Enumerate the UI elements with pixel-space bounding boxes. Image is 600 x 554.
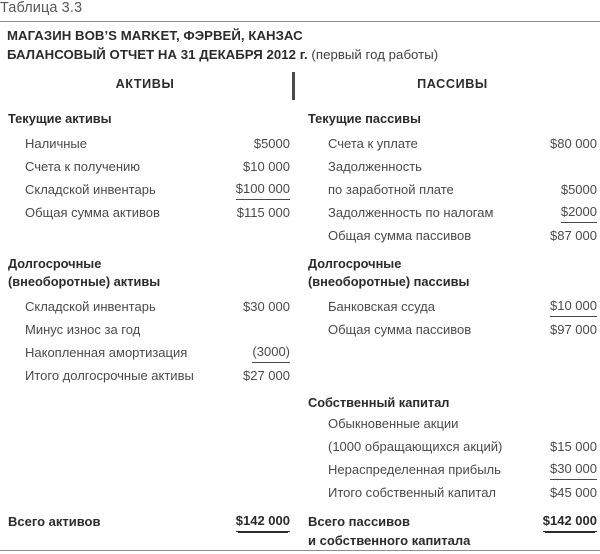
bottom-rule xyxy=(0,550,600,551)
table-row: Общая сумма пассивов $87 000 xyxy=(328,228,597,243)
table-row: (1000 обращающихся акций) $15 000 xyxy=(328,439,597,454)
table-row: Минус износ за год xyxy=(25,322,141,337)
statement-title xyxy=(7,45,593,64)
table-row: Обыкновенные акции xyxy=(328,416,459,431)
liabilities-current-heading: Текущие пассивы xyxy=(308,111,421,126)
table-row: Итого долгосрочные активы $27 000 xyxy=(25,368,290,383)
liabilities-longterm-heading-2: (внеоборотные) пассивы xyxy=(308,274,470,289)
total-assets-row xyxy=(0,512,292,552)
equity-heading: Собственный капитал xyxy=(308,395,450,410)
table-caption: Таблица 3.3 xyxy=(0,0,83,16)
table-row: Складской инвентарь $100 000 xyxy=(0,179,292,201)
liabilities-longterm-heading-1: Долгосрочные xyxy=(308,256,402,271)
column-divider xyxy=(292,72,295,100)
table-row: Накопленная амортизация (3000) xyxy=(0,342,292,364)
table-row: Нераспределенная прибыль $30 000 xyxy=(306,459,600,481)
total-liabilities-value: $142 000 xyxy=(543,512,597,532)
total-assets-value: $142 000 xyxy=(236,512,290,532)
total-assets-label: Всего активов xyxy=(8,514,101,529)
statement-title-note: (первый год работы) xyxy=(307,47,439,62)
table-row: Складской инвентарь $30 000 xyxy=(25,299,290,314)
table-row: Счета к получению $10 000 xyxy=(25,159,290,174)
table-row: Счета к уплате $80 000 xyxy=(328,136,597,151)
table-row: Общая сумма пассивов $97 000 xyxy=(328,322,597,337)
assets-longterm-heading-2: (внеоборотные) активы xyxy=(8,274,161,289)
assets-longterm-heading-1: Долгосрочные xyxy=(8,256,102,271)
liabilities-column-header: ПАССИВЫ xyxy=(417,77,488,91)
table-row: Задолженность xyxy=(328,159,422,174)
top-rule xyxy=(0,21,600,22)
table-row: по заработной плате $5000 xyxy=(328,182,597,197)
company-title: МАГАЗИН BOB’S MARKET, ФЭРВЕЙ, КАНЗАС xyxy=(7,28,303,43)
table-row: Банковская ссуда $10 000 xyxy=(306,296,600,318)
title-block xyxy=(7,26,593,64)
table-row: Задолженность по налогам $2000 xyxy=(306,202,600,224)
table-row: Общая сумма активов $115 000 xyxy=(25,205,290,220)
assets-current-heading: Текущие активы xyxy=(8,111,112,126)
statement-title-bold: БАЛАНСОВЫЙ ОТЧЕТ НА 31 ДЕКАБРЯ 2012 г. xyxy=(7,47,308,62)
assets-column-header: АКТИВЫ xyxy=(115,77,175,91)
table-row: Наличные $5000 xyxy=(25,136,290,151)
total-liabilities-row xyxy=(306,512,600,552)
table-row: Итого собственный капитал $45 000 xyxy=(328,485,597,500)
total-liabilities-label: Всего пассивов и собственного капитала xyxy=(308,514,471,548)
